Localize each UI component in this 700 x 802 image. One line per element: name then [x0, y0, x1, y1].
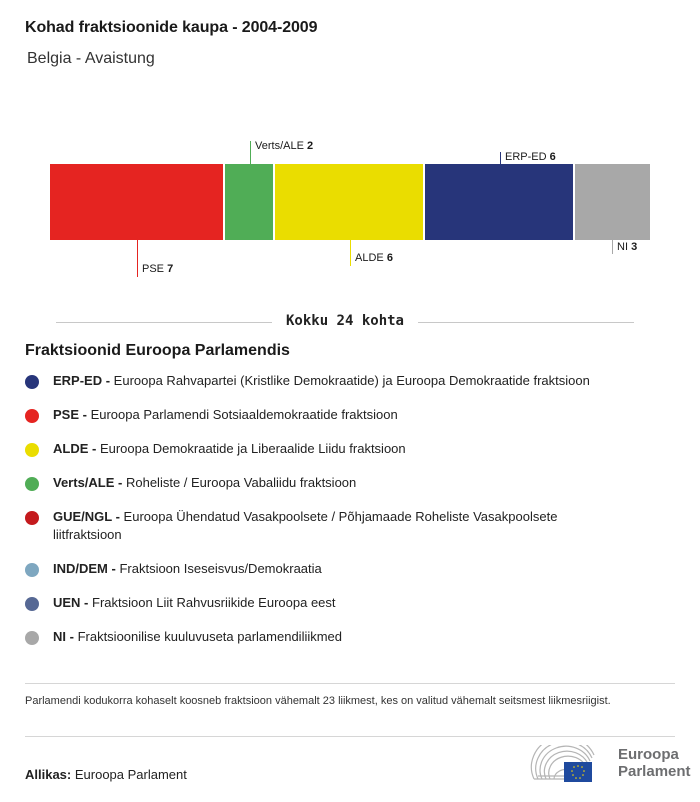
verts-ale-callout-line	[250, 141, 251, 164]
dot-icon	[25, 477, 39, 491]
alde-callout-line	[350, 240, 351, 266]
legend-item-gue-ngl: GUE/NGL - Euroopa Ühendatud Vasakpoolsete / Põhjamaade Roheliste Vasakpoolsete liitfraktsioon	[25, 508, 605, 544]
divider	[418, 322, 634, 323]
chart-subtitle: Belgia - Avaistung	[27, 50, 155, 67]
hemicycle-flag-icon	[530, 745, 616, 785]
legend-item-ni: NI - Fraktsioonilise kuuluvuseta parlamendiliikmed	[25, 628, 645, 646]
alde-callout-label: ALDE 6	[355, 252, 393, 264]
ni-callout-line	[612, 240, 613, 254]
legend-item-pse: PSE - Euroopa Parlamendi Sotsiaaldemokraatide fraktsioon	[25, 406, 645, 424]
dot-icon	[25, 443, 39, 457]
pse-callout-label: PSE 7	[142, 263, 174, 275]
bar-segment-verts-ale	[225, 164, 275, 240]
dot-icon	[25, 511, 39, 525]
divider	[25, 683, 675, 684]
pse-callout-line	[137, 240, 138, 277]
legend-item-alde: ALDE - Euroopa Demokraatide ja Liberaalide Liidu fraktsioon	[25, 440, 645, 458]
bar-segment-pse	[50, 164, 225, 240]
dot-icon	[25, 597, 39, 611]
dot-icon	[25, 409, 39, 423]
bar-segment-alde	[275, 164, 425, 240]
legend-item-ind-dem: IND/DEM - Fraktsioon Iseseisvus/Demokraatia	[25, 560, 645, 578]
footnote: Parlamendi kodukorra kohaselt koosneb fraktsioon vähemalt 23 liikmest, kes on valitud vähemalt seitsmest liikmesriigist.	[25, 695, 611, 707]
legend-title: Fraktsioonid Euroopa Parlamendis	[25, 342, 290, 359]
bar-segment-ni	[575, 164, 650, 240]
dot-icon	[25, 563, 39, 577]
erp-ed-callout-label: ERP-ED 6	[505, 151, 556, 163]
legend-item-uen: UEN - Fraktsioon Liit Rahvusriikide Euroopa eest	[25, 594, 645, 612]
legend-item-erp-ed: ERP-ED - Euroopa Rahvapartei (Kristlike Demokraatide) ja Euroopa Demokraatide fraktsioon	[25, 372, 645, 390]
total-seats	[56, 312, 634, 332]
logo-text: Euroopa Parlament	[618, 746, 691, 780]
stacked-bar	[50, 164, 650, 240]
chart-title: Kohad fraktsioonide kaupa - 2004-2009	[25, 19, 318, 36]
source-line: Allikas: Euroopa Parlament	[25, 767, 187, 782]
ni-callout-label: NI 3	[617, 241, 638, 253]
erp-ed-callout-line	[500, 152, 501, 164]
european-parliament-logo	[530, 745, 691, 785]
verts-ale-callout-label: Verts/ALE 2	[255, 140, 314, 152]
bar-segment-erp-ed	[425, 164, 575, 240]
dot-icon	[25, 375, 39, 389]
dot-icon	[25, 631, 39, 645]
divider	[25, 736, 675, 737]
legend-item-verts-ale: Verts/ALE - Roheliste / Euroopa Vabaliidu fraktsioon	[25, 474, 645, 492]
total-seats-label: Kokku 24 kohta	[285, 313, 404, 329]
